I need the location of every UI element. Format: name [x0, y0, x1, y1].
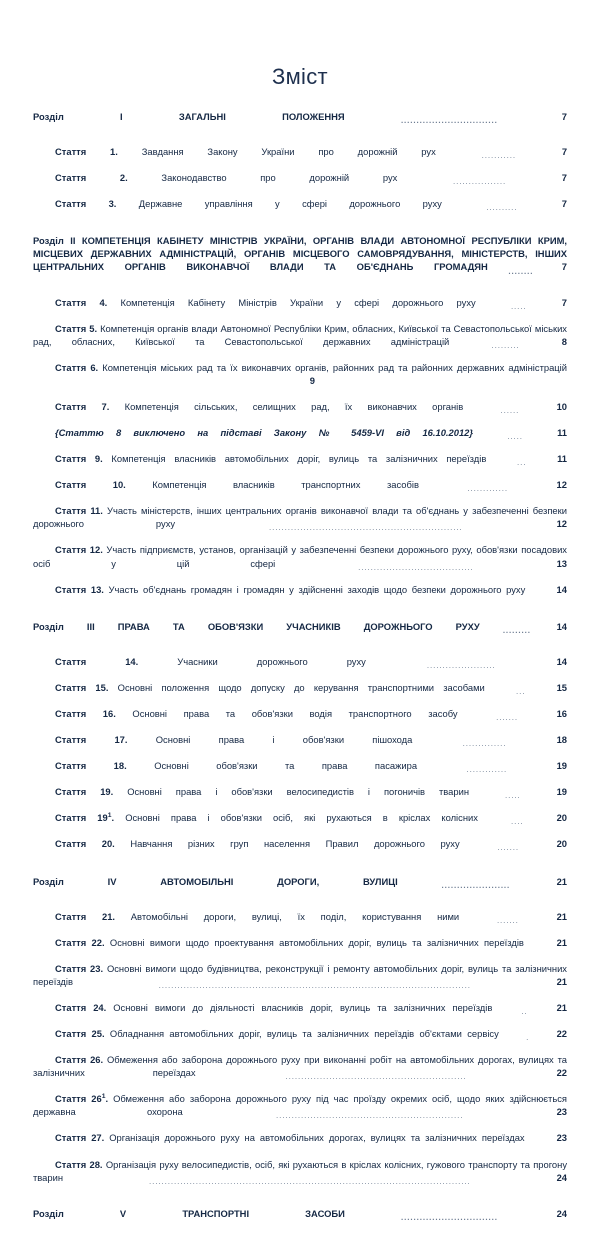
toc-entry-number: Стаття 15. [55, 681, 109, 693]
toc-article-entry[interactable] [33, 145, 567, 171]
toc-article-entry[interactable] [33, 296, 567, 322]
toc-page-number: 7 [561, 296, 567, 308]
toc-entry-tail [412, 734, 568, 749]
dot-leader: ..... [504, 791, 521, 801]
toc-entry-number: Стаття 20. [55, 838, 115, 850]
toc-entry-tail [492, 1001, 568, 1016]
toc-entry-label: Розділ II КОМПЕТЕНЦІЯ КАБІНЕТУ МІНІСТРІВ УКРАЇНИ, ОРГАНІВ ВЛАДИ АВТОНОМНОЇ РЕСПУБЛІКИ КРИМ, МІСЦЕВИХ ДЕРЖАВНИХ АДМІНІСТРАЦІЙ, ОРГАНІВ МІСЦЕВОГО САМОВРЯДУВАННЯ, МІНІСТЕРСТВ, ІНШИХ ЦЕНТРАЛЬНИХ ОРГАНІВ ВИКОНАВЧОЇ ВЛАДИ ТА ОБ'ЄДНАНЬ ГРОМАДЯН [33, 235, 567, 273]
toc-entry-tail [449, 335, 567, 350]
toc-page-number: 19 [556, 786, 568, 798]
toc-entry-number: Стаття 7. [55, 400, 110, 412]
toc-section-entry[interactable] [33, 1207, 567, 1233]
toc-entry-tail [33, 375, 315, 386]
toc-page-number: 22 [556, 1028, 568, 1040]
toc-spacer [33, 864, 567, 875]
toc-entry-label: Компетенція власників автомобільних доріг, вулиць та залізничних переїздів [111, 453, 487, 465]
toc-article-entry[interactable] [33, 707, 567, 733]
toc-entry-tail [442, 198, 568, 213]
toc-entry-tail [473, 427, 568, 442]
toc-article-entry[interactable] [33, 1158, 567, 1197]
toc-entry-number: Стаття 1. [55, 146, 118, 158]
toc-page-number: 10 [556, 400, 568, 412]
toc-entry-label: Основні вимоги щодо проектування автомобільних доріг, вулиць та залізничних переїздів [109, 936, 524, 948]
toc-page-number: 11 [557, 427, 568, 439]
toc-article-entry[interactable] [33, 1092, 567, 1131]
toc-entry-number-superscript: 1 [101, 1093, 106, 1101]
toc-entry-number: Стаття $26^1$. [55, 1093, 109, 1105]
toc-page-number: 7 [561, 146, 568, 158]
toc-entry-number: Стаття 27. [55, 1132, 105, 1144]
toc-entry-tail [486, 453, 567, 468]
toc-article-entry[interactable] [33, 478, 567, 504]
toc-entry-number: Стаття 22. [55, 936, 105, 948]
dot-leader: ....... [496, 713, 518, 723]
toc-spacer [33, 136, 567, 145]
toc-entry-number: Стаття 12. [55, 544, 103, 556]
toc-entry-label: Участь підприємств, установ, організацій у забезпеченні безпеки дорожнього руху, обов'язки посадових осіб у цій сфері [33, 544, 567, 569]
toc-entry-number: Стаття 5. [55, 322, 98, 334]
toc-entry-number: Стаття 13. [55, 583, 104, 595]
toc-article-entry[interactable] [33, 171, 567, 197]
dot-leader: ..... [507, 432, 523, 442]
toc-spacer [33, 287, 567, 296]
toc-entry-label: Обладнання автомобільних доріг, вулиць та залізничних переїздів об'єктами сервісу [109, 1028, 499, 1040]
dot-leader: ........... [481, 151, 516, 161]
toc-entry-label: Основні обов'язки та права пасажира [154, 760, 418, 772]
toc-article-entry[interactable] [33, 785, 567, 811]
toc-page-number: 21 [556, 875, 567, 887]
toc-article-entry[interactable] [33, 1027, 567, 1053]
toc-article-entry[interactable] [33, 543, 567, 582]
toc-article-entry[interactable] [33, 936, 567, 962]
dot-leader: ..... [510, 301, 527, 311]
toc-article-entry[interactable] [33, 1053, 567, 1092]
toc-entry-tail [460, 838, 568, 853]
dot-leader: .................................................................................................... [158, 980, 471, 990]
toc-page-number: 16 [556, 707, 568, 719]
toc-entry-label: Розділ IV АВТОМОБІЛЬНІ ДОРОГИ, ВУЛИЦІ [33, 875, 398, 887]
toc-entry-tail [345, 1207, 567, 1222]
toc-entry-label: Компетенція сільських, селищних рад, їх виконавчих органів [124, 400, 464, 412]
toc-entry-tail [175, 518, 568, 533]
toc-page-number: 12 [556, 479, 567, 491]
toc-article-entry[interactable] [33, 361, 567, 400]
dot-leader: .......... [486, 203, 518, 213]
dot-leader: ............. [467, 484, 509, 494]
dot-leader: .... [511, 817, 524, 827]
toc-entry-tail [525, 584, 567, 595]
toc-entry-tail [469, 786, 568, 801]
toc-article-entry[interactable] [33, 1001, 567, 1027]
dot-leader: ......... [491, 340, 520, 350]
dot-leader: .......................................................... [285, 1072, 467, 1082]
toc-entry-label: Завдання Закону України про дорожній рух [141, 146, 436, 158]
toc-entry-tail [275, 557, 567, 572]
toc-page-number: 12 [556, 518, 568, 530]
dot-leader: ..................................... [358, 562, 474, 572]
toc-article-entry[interactable] [33, 583, 567, 609]
toc-entry-number: Стаття 25. [55, 1028, 105, 1040]
toc-entry-tail [366, 655, 568, 670]
toc-page-number: 24 [556, 1207, 567, 1219]
toc-entry-number: Стаття 4. [55, 296, 108, 308]
dot-leader: ... [516, 686, 526, 696]
toc-article-entry[interactable] [33, 733, 567, 759]
toc-entry-number: Стаття 2. [55, 172, 128, 184]
toc-article-entry[interactable] [33, 910, 567, 936]
dot-leader: ............................... [401, 1212, 498, 1222]
toc-page-number: 24 [556, 1171, 567, 1183]
toc-page-number: 14 [556, 583, 567, 595]
toc-entry-tail [478, 812, 568, 827]
toc-entry-tail [476, 296, 567, 311]
dot-leader: ............. [466, 765, 508, 775]
toc-entry-number: Стаття 9. [55, 453, 103, 465]
toc-spacer [33, 901, 567, 910]
dot-leader: ....... [496, 915, 519, 925]
dot-leader: ........ [508, 266, 534, 276]
toc-page-number: 21 [556, 1001, 568, 1013]
toc-article-entry[interactable] [33, 452, 567, 478]
toc-page-number: 7 [561, 172, 568, 184]
toc-page-number: 7 [561, 198, 568, 210]
toc-page-number: 20 [556, 812, 568, 824]
toc-entry-label: Державне управління у сфері дорожнього руху [138, 198, 442, 210]
toc-spacer [33, 1197, 567, 1207]
toc-entry-number: Стаття 3. [55, 198, 117, 210]
toc-entry-tail [525, 1132, 567, 1143]
toc-entry-label: Основні права та обов'язки водія транспортного засобу [132, 707, 458, 719]
toc-entry-tail [458, 707, 568, 723]
toc-entry-label: {Статтю 8 виключено на підставі Закону № 5459-VI від 16.10.2012} [55, 427, 474, 439]
toc-page-number: 9 [309, 374, 315, 386]
toc-entry-label: Автомобільні дороги, вулиці, їх поділ, користування ними [130, 910, 460, 922]
toc-entry-label: Основні вимоги до діяльності власників доріг, вулиць та залізничних переїздів [113, 1001, 493, 1013]
toc-article-entry[interactable] [33, 197, 567, 223]
dot-leader: ............................................................ [275, 1111, 464, 1121]
toc-entry-number: Стаття 18. [55, 760, 127, 772]
toc-entry-label: Організація руху велосипедистів, осіб, які рухаються в кріслах колісних, гужового транспорту та прогону тварин [33, 1158, 568, 1183]
dot-leader: ...... [500, 405, 520, 415]
toc-section-entry[interactable] [33, 875, 567, 901]
toc-entry-label: Компетенція міських рад та їх виконавчих органів, районних рад та районних державних адміністрацій [102, 361, 567, 373]
toc-entry-tail [397, 172, 568, 187]
toc-page-number: 21 [556, 910, 567, 922]
toc-entry-label: Розділ III ПРАВА ТА ОБОВ'ЯЗКИ УЧАСНИКІВ ДОРОЖНЬОГО РУХУ [33, 620, 480, 632]
toc-entry-number: Стаття 21. [55, 910, 116, 922]
dot-leader: ....................................................................................................... [148, 1176, 471, 1186]
toc-entry-label: Компетенція органів влади Автономної Республіки Крим, обласних, Київської та Севастопольської міських рад, обласних, Київської та Севастопольської державних адміністрацій [33, 322, 567, 347]
toc-entry-label: Компетенція Кабінету Міністрів України у сфері дорожнього руху [120, 296, 476, 308]
toc-article-entry[interactable] [33, 759, 567, 785]
dot-leader: ... [517, 458, 527, 468]
toc-entry-label: Участь об'єднань громадян і громадян у здійсненні заходів щодо безпеки дорожнього руху [108, 583, 526, 595]
toc-entry-number: Стаття 28. [55, 1158, 103, 1170]
toc-entry-number: Стаття 19. [55, 786, 114, 798]
dot-leader: ......... [502, 625, 531, 635]
toc-entry-number: Стаття 11. [55, 505, 103, 517]
toc-spacer [33, 223, 567, 234]
toc-entry-tail [488, 261, 567, 276]
toc-entry-label: Розділ I ЗАГАЛЬНІ ПОЛОЖЕННЯ [33, 111, 345, 122]
table-of-contents [33, 110, 567, 1233]
toc-entry-label: Основні права і обов'язки велосипедистів і погоничів тварин [127, 786, 470, 798]
toc-article-entry[interactable] [33, 400, 567, 426]
toc-page-number: 23 [556, 1132, 568, 1144]
dot-leader: . [526, 1033, 530, 1043]
toc-spacer [33, 609, 567, 620]
toc-entry-number: Стаття $19^1$. [55, 812, 115, 824]
toc-entry-number: Стаття 10. [55, 479, 126, 491]
toc-page-number: 7 [561, 261, 567, 273]
toc-entry-tail [419, 479, 567, 494]
toc-entry-tail [63, 1171, 567, 1186]
dot-leader: .............. [462, 739, 507, 749]
toc-entry-tail [485, 681, 568, 696]
toc-page-number: 11 [557, 453, 567, 465]
toc-page-number: 22 [556, 1067, 568, 1079]
toc-page-number: 21 [556, 975, 567, 987]
dot-leader: ....... [497, 843, 520, 853]
toc-entry-number: Стаття 17. [55, 734, 128, 746]
toc-entry-tail [73, 975, 567, 990]
toc-entry-label: Основні положення щодо допуску до керування транспортними засобами [117, 681, 485, 693]
toc-page-number: 23 [556, 1106, 568, 1118]
toc-article-entry[interactable] [33, 322, 567, 361]
toc-entry-label: Основні вимоги щодо будівництва, реконструкції і ремонту автомобільних доріг, вулиць та залізничних переїздів [33, 962, 567, 987]
toc-article-entry[interactable] [33, 962, 567, 1001]
toc-page-number: 20 [556, 838, 568, 850]
toc-entry-tail [463, 400, 568, 415]
toc-entry-tail [459, 910, 567, 925]
toc-page-number: 14 [556, 655, 568, 667]
toc-section-entry[interactable] [33, 620, 567, 646]
toc-entry-number: Стаття 16. [55, 707, 116, 719]
toc-entry-number: Стаття 23. [55, 962, 104, 974]
toc-entry-number: Стаття 6. [55, 361, 99, 373]
toc-article-entry[interactable] [33, 811, 567, 837]
dot-leader: ...................... [441, 880, 511, 890]
toc-note-entry[interactable] [33, 426, 567, 452]
toc-entry-tail [524, 937, 567, 948]
toc-entry-tail [345, 111, 568, 126]
toc-entry-label: Організація дорожнього руху на автомобільних дорогах, вулицях та залізничних переїздах [109, 1132, 525, 1144]
toc-section-entry[interactable] [33, 110, 567, 136]
toc-entry-tail [480, 620, 567, 635]
toc-page-number: 7 [561, 111, 568, 122]
toc-entry-label: Основні права і обов'язки пішохода [155, 734, 413, 746]
toc-entry-tail [417, 760, 568, 775]
toc-entry-label: Обмеження або заборона дорожнього руху під час проїзду окремих осіб, щодо яких здійснюється державна охорона [33, 1093, 567, 1118]
toc-page-number: 15 [556, 681, 568, 693]
toc-article-entry[interactable] [33, 1131, 567, 1157]
toc-page-number: 19 [556, 760, 568, 772]
toc-page-number: 8 [561, 335, 567, 347]
toc-entry-label: Обмеження або заборона дорожнього руху при виконанні робіт на автомобільних дорогах, вулицях та залізничних переїздах [33, 1054, 567, 1079]
toc-entry-label: Законодавство про дорожній рух [161, 172, 398, 184]
toc-entry-tail [499, 1028, 568, 1043]
toc-entry-label: Компетенція власників транспортних засобів [152, 479, 419, 491]
dot-leader: .. [521, 1007, 528, 1016]
toc-entry-number: Стаття 24. [55, 1001, 107, 1013]
toc-section-entry[interactable] [33, 234, 567, 286]
toc-spacer [33, 646, 567, 655]
toc-entry-number: Стаття 26. [55, 1054, 104, 1066]
toc-entry-tail [398, 875, 567, 890]
toc-page-number: 13 [556, 557, 567, 569]
toc-page-number: 18 [556, 734, 568, 746]
toc-entry-tail [196, 1067, 568, 1082]
dot-leader: ...................... [426, 660, 496, 670]
page-title: Зміст [272, 64, 328, 89]
toc-entry-number: Стаття 14. [55, 655, 139, 667]
toc-article-entry[interactable] [33, 681, 567, 707]
toc-entry-label: Розділ V ТРАНСПОРТНІ ЗАСОБИ [33, 1207, 345, 1219]
toc-page-number: 21 [556, 936, 568, 948]
dot-leader: ................. [453, 177, 507, 187]
toc-article-entry[interactable] [33, 655, 567, 681]
toc-entry-label: Участь міністерств, інших центральних органів виконавчої влади та об'єднань у забезпеченні безпеки дорожнього руху [33, 505, 567, 530]
toc-entry-label: Основні права і обов'язки осіб, які рухаються в кріслах колісних [125, 812, 478, 824]
toc-entry-tail [436, 146, 568, 161]
toc-entry-label: Навчання різних груп населення Правил дорожнього руху [130, 838, 460, 850]
toc-entry-label: Учасники дорожнього руху [177, 655, 366, 667]
toc-article-entry[interactable] [33, 504, 567, 543]
toc-page-number: 14 [556, 620, 567, 632]
dot-leader: ............................... [400, 116, 498, 126]
toc-article-entry[interactable] [33, 837, 567, 863]
toc-entry-number-superscript: 1 [107, 812, 112, 820]
toc-entry-tail [183, 1106, 568, 1121]
dot-leader: .............................................................. [269, 523, 463, 533]
